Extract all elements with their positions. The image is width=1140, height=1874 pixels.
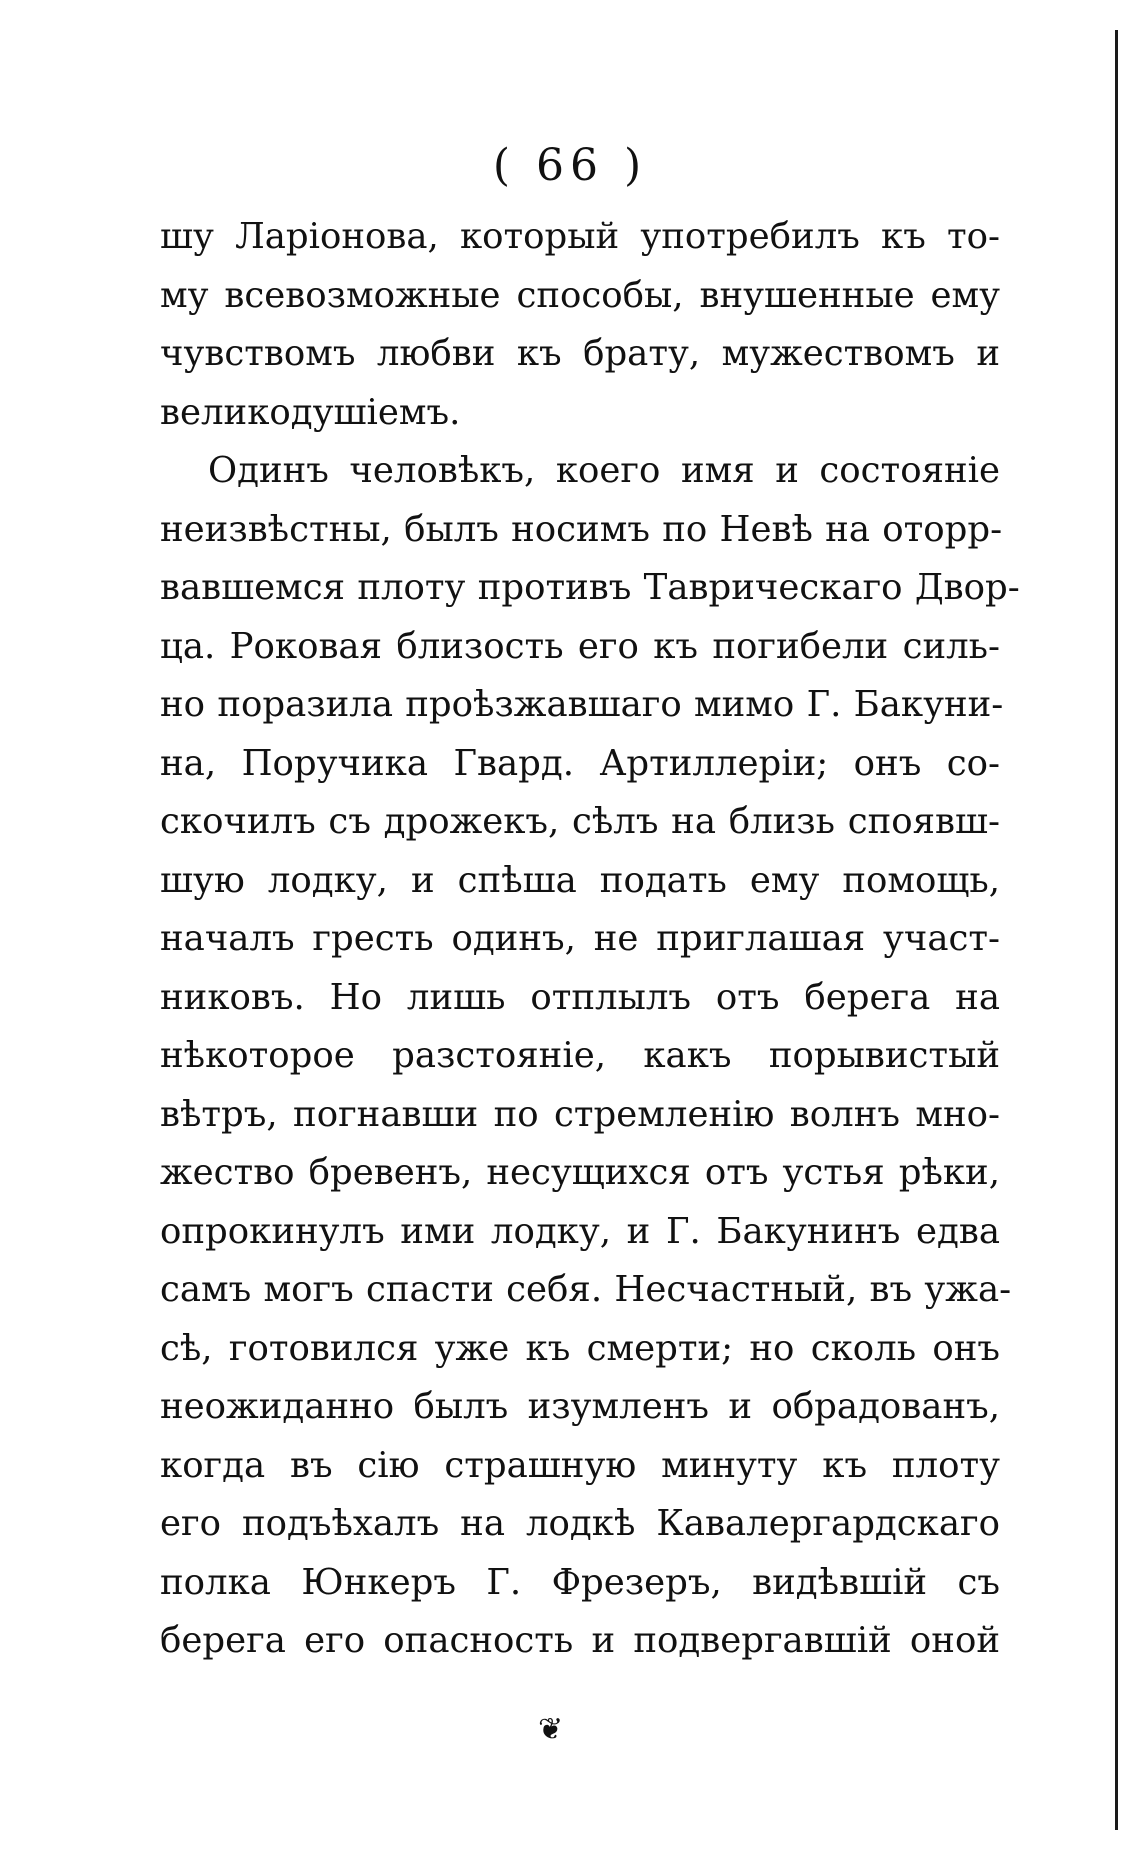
text-line: никовъ. Но лишь отплылъ отъ берега на xyxy=(160,976,1000,1018)
text-line: самъ могъ спасти себя. Несчастный, въ ужа- xyxy=(160,1269,1012,1310)
text-line: шу Ларіонова, который употребилъ къ то- xyxy=(160,216,1000,257)
text-line: великодушіемъ. xyxy=(160,391,461,433)
text-line: нѣкоторое разстояніе, какъ порывистый xyxy=(160,1035,1000,1076)
fleuron-ornament-icon: ❦ xyxy=(538,1712,564,1747)
text-line: берега его опасность и подвергавшій оной xyxy=(160,1620,1000,1661)
text-line: шую лодку, и спѣша подать ему помощь, xyxy=(160,859,1000,901)
text-line: неизвѣстны, былъ носимъ по Невѣ на оторр- xyxy=(160,508,1003,550)
text-line: неожиданно былъ изумленъ и обрадованъ, xyxy=(160,1386,1000,1427)
body-text xyxy=(160,208,1020,1671)
text-line: сѣ, готовился уже къ смерти; но сколь онъ xyxy=(160,1327,1000,1369)
text-line: когда въ сію страшную минуту къ плоту xyxy=(160,1444,1000,1486)
text-line: вѣтръ, погнавши по стремленію волнъ мно- xyxy=(160,1093,1000,1135)
page-number: ( 66 ) xyxy=(492,140,648,191)
text-line: вавшемся плоту противъ Таврическаго Двор- xyxy=(160,567,1020,608)
text-line: на, Поручика Гвард. Артиллеріи; онъ со- xyxy=(160,742,1000,784)
text-line-paragraph-start: Одинъ человѣкъ, коего имя и состояніе xyxy=(208,450,1000,491)
text-line: му всевозможные способы, внушенные ему xyxy=(160,274,1000,316)
text-line: его подъѣхалъ на лодкѣ Кавалергардскаго xyxy=(160,1503,1000,1544)
text-line: полка Юнкеръ Г. Фрезеръ, видѣвшій съ xyxy=(160,1561,1000,1603)
page-edge-line xyxy=(1115,30,1118,1830)
text-line: ца. Роковая близость его къ погибели силь- xyxy=(160,625,1000,667)
text-line: но поразила проѣзжавшаго мимо Г. Бакуни- xyxy=(160,684,1004,725)
text-line: скочилъ съ дрожекъ, сѣлъ на близь споявш- xyxy=(160,801,1000,842)
text-line: началъ гресть одинъ, не приглашая участ- xyxy=(160,918,1000,959)
text-line: опрокинулъ ими лодку, и Г. Бакунинъ едва xyxy=(160,1210,1000,1252)
text-line: жество бревенъ, несущихся отъ устья рѣки, xyxy=(160,1152,1000,1193)
text-line: чувствомъ любви къ брату, мужествомъ и xyxy=(160,333,1000,374)
